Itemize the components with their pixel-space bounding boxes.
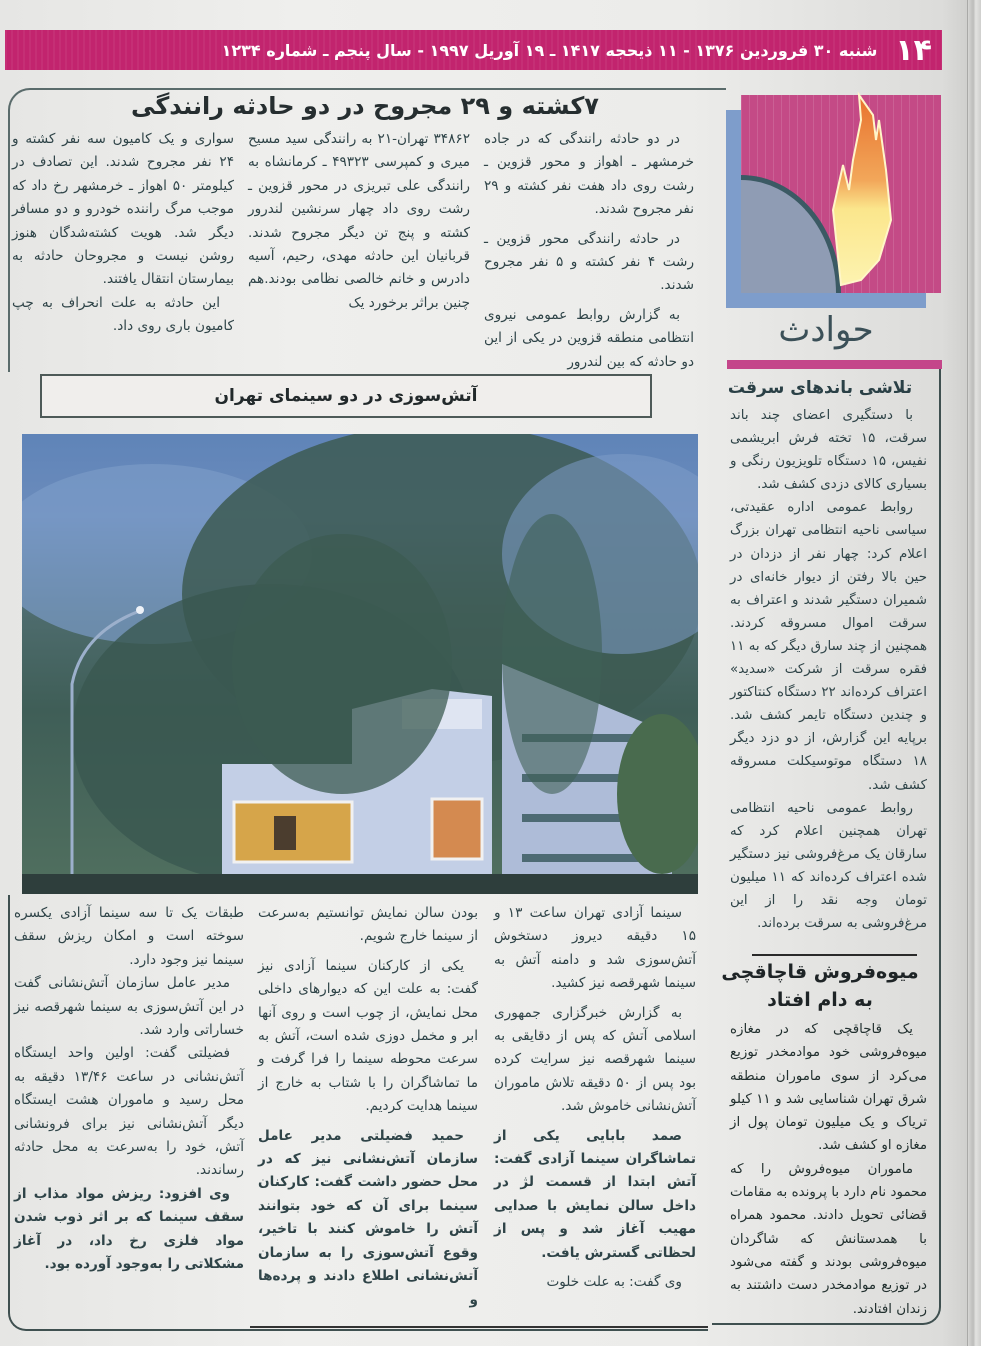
fire-column-3 [14,902,244,1277]
theft-gangs-body [730,404,927,935]
section-logo [726,90,941,308]
fire-headline-box [40,374,652,418]
fruit-seller-body [730,1018,927,1321]
accident-column-3 [12,128,234,339]
fire-headline: آتش‌سوزی در دو سینمای تهران [214,386,478,406]
headline-line-1: میوه‌فروش قاچاقچی [721,961,919,983]
section-title: حوادث [778,310,874,350]
theft-gangs-headline: تلاشی باندهای سرقت [727,378,913,398]
paragraph: یک قاچاقچی که در مغازه میوه‌فروشی خود موادمخدر توزیع می‌کرد از سوی ماموران منطقه شرق تهران شناسایی شد و ۱۱ کیلو تریاک و یک میلیون تومان پول از مغازه او کشف شد. [730,1022,927,1154]
cinema-fire-photo [22,434,698,894]
paragraph: طبقات یک تا سه سینما آزادی یکسره سوخته است و امکان ریزش سقف سینما نیز وجود دارد. [14,905,244,968]
divider [752,954,917,956]
section-color-strip [727,360,942,369]
paragraph: فضیلتی گفت: اولین واحد ایستگاه آتش‌نشانی در ساعت ۱۳/۴۶ دقیقه به محل رسید و ماموران هشت ایستگاه دیگر آتش‌نشانی نیز برای فرونشانی آتش، خود را به‌سرعت به محل حادثه رساندند. [14,1045,244,1179]
paragraph: سواری و یک کامیون سه نفر کشته و ۲۴ نفر مجروح شدند. این تصادف در کیلومتر ۵۰ اهواز ـ خرمشهر رخ داد که موجب مرگ راننده خودرو و دو مسافر دیگر شد. هویت کشته‌شدگان هنوز روشن نیست و مجروحان حادثه به بیمارستان انتقال یافتند. [12,131,234,288]
paragraph: این حادثه به علت انحراف به چپ کامیون باری روی داد. [12,294,234,335]
paragraph: مدیر عامل سازمان آتش‌نشانی گفت در این آتش‌سوزی به سینما شهرقصه نیز خساراتی وارد شد. [14,975,244,1039]
paragraph: ماموران میوه‌فروش را که محمود نام دارد با پرونده به مقامات قضائی تحویل دادند. محمود همراه با همدستانش که شاگردان میوه‌فروشی بودند و گفته می‌شود در توزیع موادمخدر دست داشتند به زندان افتادند. [730,1161,927,1317]
paragraph: صمد بابایی یکی از تماشاگران سینما آزادی گفت: آتش ابتدا از قسمت لژ در داخل سالن نمایش با صدایی مهیب آغاز شد و پس از لحظاتی گسترش یافت. [494,1127,696,1261]
accident-column-1 [484,128,694,374]
paragraph: روابط عمومی اداره عقیدتی، سیاسی ناحیه انتظامی تهران بزرگ اعلام کرد: چهار نفر از دزدان در حین بالا رفتن از دیوار خانه‌ای در شمیران دستگیر شدند و اعتراف به سرقت اموال مسروقه کردند. همچنین از چند سارق دیگر که به ۱۱ فقره سرقت از شرکت «سدید» اعتراف کرده‌اند ۲۲ دستگاه کنتاکتور و چندین دستگاه تایمر کشف شد. برپایه این گزارش، از دو دزد دیگر ۱۸ دستگاه موتوسیکلت مسروقه کشف شد. [730,500,927,793]
paragraph: به گزارش خبرگزاری جمهوری اسلامی آتش که پس از دقایقی به سینما شهرقصه نیز سرایت کرده بود پس از ۵۰ دقیقه تلاش ماموران آتش‌نشانی خاموش شد. [494,1004,696,1115]
page-number: ۱۴ [895,32,932,68]
paragraph: در دو حادثه رانندگی که در جاده خرمشهر ـ اهواز و محور قزوین ـ رشت روی داد هفت نفر کشته و ۲۹ نفر مجروح شدند. [484,131,694,218]
dateline: شنبه ۳۰ فروردین ۱۳۷۶ - ۱۱ ذیحجه ۱۴۱۷ ـ ۱۹ آوریل ۱۹۹۷ - سال پنجم ـ شماره ۱۲۳۴ [221,40,878,60]
paragraph: وی افزود: ریزش مواد مذاب از سقف سینما که بر اثر ذوب شدن مواد فلزی رخ داد، در آغاز مشکلاتی را به‌وجود آورده بود. [14,1185,244,1273]
paragraph: وی گفت: به علت خلوت [546,1274,682,1291]
page-header-band [5,30,942,70]
paragraph: حمید فضیلتی مدیر عامل سازمان آتش‌نشانی نیز که در محل حضور داشت گفت: کارکنان سینما برای آن که خود بتوانند آتش را خاموش کنند با تاخیر، وقوع آتش‌سوزی را به سازمان آتش‌نشانی اطلاع دادند و پرده‌ها و [258,1127,478,1308]
photo-illustration [22,434,698,894]
paragraph: در حادثه رانندگی محور قزوین ـ رشت ۴ نفر کشته و ۵ نفر مجروح شدند. [484,230,695,294]
fire-column-1 [494,902,696,1295]
page-spine [967,0,981,1346]
fire-column-2 [258,902,478,1312]
paragraph: سینما آزادی تهران ساعت ۱۳ و ۱۵ دقیقه دیروز دستخوش آتش‌سوزی شد و دامنه آتش به سینما شهرقصه نیز کشید. [494,905,696,992]
fruit-seller-headline [720,958,920,1014]
accident-headline: ۷کشته و ۲۹ مجروح در دو حادثه رانندگی [131,92,599,120]
accident-column-2 [248,128,470,315]
paragraph: با دستگیری اعضای چند باند سرقت، ۱۵ تخته فرش ابریشمی نفیس، ۱۵ دستگاه تلویزیون رنگی و بسیاری کالای دزدی کشف شد. [730,408,927,493]
headline-line-2: به دام افتاد [767,989,873,1011]
paragraph: ۳۴۸۶۲ تهران-۲۱ به رانندگی سید مسیح میری و کمپرسی ۴۹۳۲۳ ـ کرمانشاه به رانندگی علی تبریزی در محور قزوین ـ رشت روی داد چهار سرنشین لندرور کشته و پنج تن دیگر مجروح شدند. قربانیان این حادثه مهدی، رحیم، آسیه دادرس و خانم خالصی نظامی بودند.هم چنین براثر برخورد یک [248,131,470,311]
paragraph: بودن سالن نمایش توانستیم به‌سرعت از سینما خارج شویم. [258,905,478,945]
paragraph: یکی از کارکنان سینما آزادی نیز گفت: به علت این که دیوارهای داخلی محل نمایش، از چوب است و روی آنها ابر و مخمل دوزی شده است، آتش به سرعت محوطه سینما را فرا گرفت و ما تماشاگران را با شتاب به خارج از سینما هدایت کردیم. [258,957,478,1115]
flame-icon [831,90,901,290]
paragraph: به گزارش روابط عمومی نیروی انتظامی منطقه قزوین در یکی از این دو حادثه که بین لندرور [484,306,694,370]
bottom-rule [250,1326,708,1328]
paragraph: روابط عمومی ناحیه انتظامی تهران همچنین اعلام کرد که سارقان یک مرغ‌فروشی نیز دستگیر شده اعتراف کرده‌اند که ۱۱ میلیون تومان وجه نقد را از این مرغ‌فروشی به سرقت برده‌اند. [730,800,927,932]
